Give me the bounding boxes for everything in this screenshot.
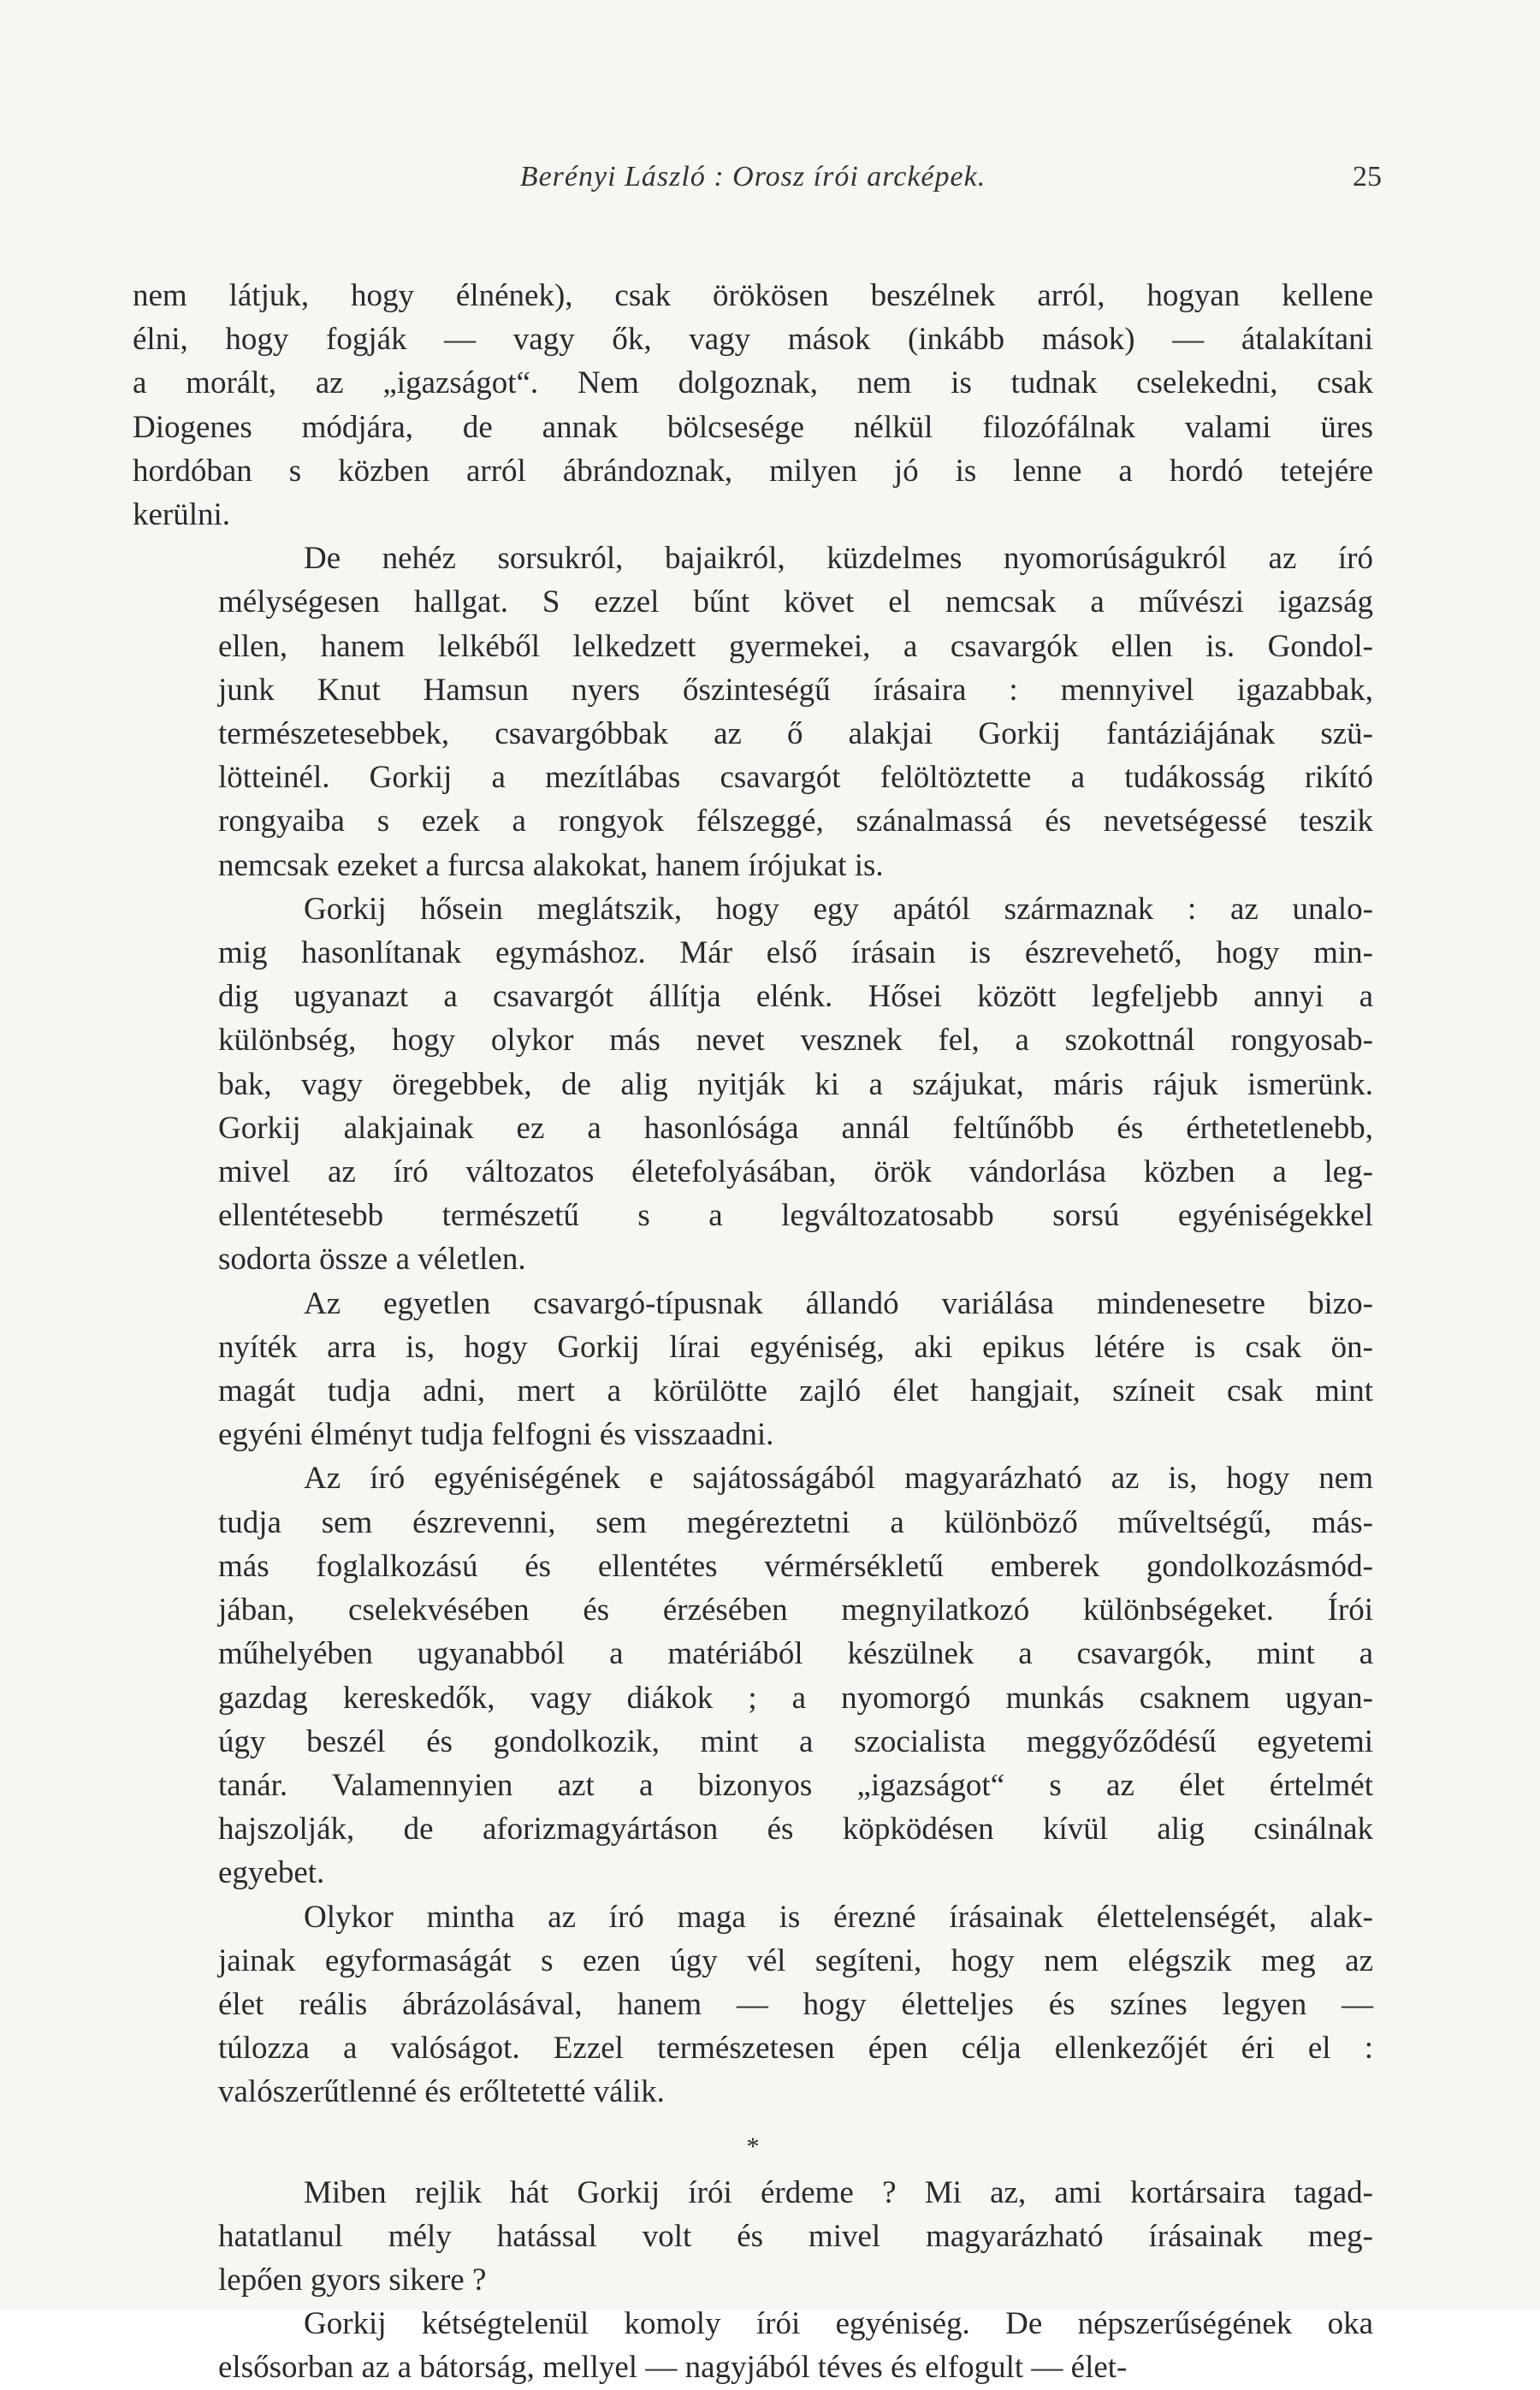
text-line: Olykor mintha az író maga is érezné írásainak élettelenségét, alak-	[304, 1899, 1373, 1935]
text-line: élni, hogy fogják — vagy ők, vagy mások (inkább mások) — átalakítani	[133, 322, 1373, 358]
text-line: Gorkij alakjainak ez a hasonlósága annál feltűnőbb és érthetetlenebb,	[218, 1110, 1373, 1146]
text-line: különbség, hogy olykor más nevet vesznek fel, a szokottnál rongyosab-	[218, 1023, 1373, 1059]
paragraph	[133, 1282, 1373, 1457]
text-line: Az író egyéniségének e sajátosságából magyarázható az is, hogy nem	[304, 1461, 1373, 1497]
text-line: tanár. Valamennyien azt a bizonyos „igazságot“ s az élet értelmét	[218, 1767, 1373, 1803]
text-line: mélységesen hallgat. S ezzel bűnt követ el nemcsak a művészi igazság	[218, 584, 1373, 620]
paragraph	[133, 2171, 1373, 2303]
paragraph	[133, 1456, 1373, 1895]
running-head	[133, 161, 1382, 212]
text-line: valószerűtlenné és erőltetetté válik.	[218, 2074, 665, 2110]
text-line: Miben rejlik hát Gorkij írói érdeme ? Mi az, ami kortársaira tagad-	[304, 2174, 1373, 2210]
text-line: dig ugyanazt a csavargót állítja elénk. Hősei között legfeljebb annyi a	[218, 979, 1373, 1015]
text-line: a morált, az „igazságot“. Nem dolgoznak, nem is tudnak cselekedni, csak	[133, 365, 1373, 401]
text-line: bak, vagy öregebbek, de alig nyitják ki a szájukat, máris rájuk ismerünk.	[218, 1066, 1373, 1102]
text-line: sodorta össze a véletlen.	[218, 1242, 526, 1278]
text-line: nyíték arra is, hogy Gorkij lírai egyéniség, aki epikus létére is csak ön-	[218, 1329, 1373, 1365]
section-separator: *	[746, 2132, 760, 2161]
text-line: De nehéz sorsukról, bajaikról, küzdelmes nyomorúságukról az író	[304, 541, 1373, 577]
text-line: egyéni élményt tudja felfogni és visszaadni.	[218, 1417, 774, 1453]
text-line: Diogenes módjára, de annak bölcsesége nélkül filozófálnak valami üres	[133, 409, 1373, 445]
text-line: kerülni.	[133, 497, 231, 533]
paragraph	[133, 887, 1373, 1282]
text-line: jában, cselekvésében és érzésében megnyilatkozó különbségeket. Írói	[218, 1592, 1373, 1628]
text-line: gazdag kereskedők, vagy diákok ; a nyomorgó munkás csaknem ugyan-	[218, 1680, 1373, 1716]
paragraph	[133, 537, 1373, 887]
text-line: Gorkij kétségtelenül komoly írói egyéniség. De népszerűségének oka	[304, 2306, 1373, 2342]
page-number: 25	[1353, 161, 1382, 193]
text-line: hajszolják, de aforizmagyártáson és köpködésen kívül alig csinálnak	[218, 1812, 1373, 1847]
paragraphs-after-separator	[133, 2171, 1373, 2390]
text-line: más foglalkozású és ellentétes vérmérsékletű emberek gondolkozásmód-	[218, 1548, 1373, 1584]
paragraph	[133, 1895, 1373, 2114]
text-line: műhelyében ugyanabból a matériából készülnek a csavargók, mint a	[218, 1636, 1373, 1672]
text-line: nemcsak ezeket a furcsa alakokat, hanem írójukat is.	[218, 847, 884, 883]
text-line: hordóban s közben arról ábrándoznak, milyen jó is lenne a hordó tetejére	[133, 453, 1373, 489]
text-line: lepően gyors sikere ?	[218, 2262, 487, 2298]
text-line: ellen, hanem lelkéből lelkedzett gyermekei, a csavargók ellen is. Gondol-	[218, 628, 1373, 664]
text-line: rongyaiba s ezek a rongyok félszeggé, szánalmassá és nevetségessé teszik	[218, 804, 1373, 839]
paragraphs-before-separator	[133, 274, 1373, 2114]
text-line: junk Knut Hamsun nyers őszinteségű írásaira : mennyivel igazabbak,	[218, 672, 1373, 708]
text-line: hatatlanul mély hatással volt és mivel magyarázható írásainak meg-	[218, 2218, 1373, 2254]
paragraph	[133, 274, 1373, 537]
text-line: Gorkij hősein meglátszik, hogy egy apától származnak : az unalo-	[304, 891, 1373, 927]
body-text	[133, 274, 1373, 2390]
text-line: úgy beszél és gondolkozik, mint a szocialista meggyőződésű egyetemi	[218, 1723, 1373, 1759]
text-line: mivel az író változatos életefolyásában, örök vándorlása közben a leg-	[218, 1154, 1373, 1190]
running-title: Berényi László : Orosz írói arcképek.	[519, 161, 986, 193]
text-line: elsősorban az a bátorság, mellyel — nagyjából téves és elfogult — élet-	[218, 2350, 1128, 2386]
paragraph	[133, 2302, 1373, 2389]
text-line: ellentétesebb természetű s a legváltozatosabb sorsú egyéniségekkel	[218, 1198, 1373, 1234]
text-line: nem látjuk, hogy élnének), csak örökösen beszélnek arról, hogyan kellene	[133, 278, 1373, 313]
text-line: magát tudja adni, mert a körülötte zajló élet hangjait, színeit csak mint	[218, 1373, 1373, 1409]
text-line: természetesebbek, csavargóbbak az ő alakjai Gorkij fantáziájának szü-	[218, 716, 1373, 752]
text-line: mig hasonlítanak egymáshoz. Már első írásain is észrevehető, hogy min-	[218, 935, 1373, 971]
text-line: jainak egyformaságát s ezen úgy vél segíteni, hogy nem elégszik meg az	[218, 1942, 1373, 1978]
text-line: lötteinél. Gorkij a mezítlábas csavargót felöltöztette a tudákosság rikító	[218, 760, 1373, 796]
text-line: egyebet.	[218, 1855, 325, 1891]
text-line: Az egyetlen csavargó-típusnak állandó variálása mindenesetre bizo-	[304, 1285, 1373, 1321]
text-line: élet reális ábrázolásával, hanem — hogy életteljes és színes legyen —	[218, 1986, 1373, 2022]
text-line: túlozza a valóságot. Ezzel természetesen épen célja ellenkezőjét éri el :	[218, 2031, 1373, 2067]
text-line: tudja sem észrevenni, sem megéreztetni a különböző műveltségű, más-	[218, 1504, 1373, 1540]
